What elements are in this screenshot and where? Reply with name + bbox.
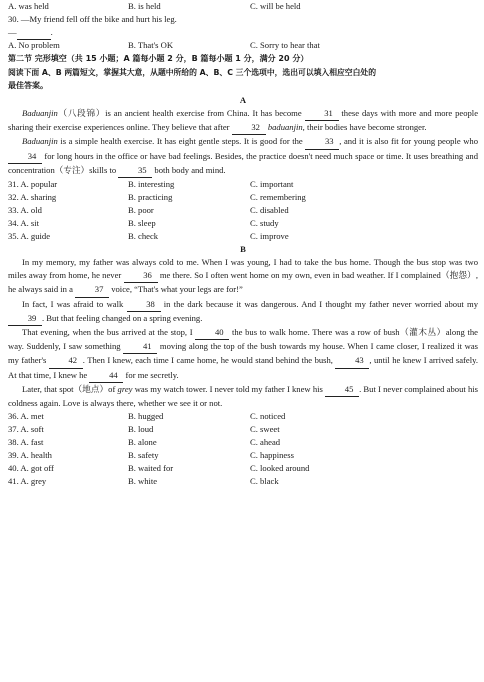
blank-32: 32 <box>232 121 266 135</box>
q30-answer-line: — . <box>8 26 478 39</box>
option-b: B. is held <box>128 1 161 11</box>
option-c: C. Sorry to hear that <box>250 40 320 51</box>
blank-44: 44 <box>89 369 123 383</box>
blank-41: 41 <box>123 340 157 354</box>
blank-37: 37 <box>75 283 109 297</box>
passage-a-paragraph-2: Baduanjin is a simple health exercise. It has eight gentle steps. It is good for the 33 , and it is also fit for young people who 34 for long hours in the office or have bad feelings. Besides, the practice doesn't need much space or time. It uses breathing and concentration（专注）skills to 35 both body and mind. <box>8 135 478 178</box>
blank-36: 36 <box>124 269 158 283</box>
option-row: 38. A. fast B. alone C. ahead <box>8 437 281 448</box>
section-title: 第二节 完形填空（共 15 小题；A 篇每小题 2 分，B 篇每小题 1 分，满分 20 分） <box>8 54 309 64</box>
blank-38: 38 <box>127 298 161 312</box>
q29-options <box>8 0 478 13</box>
passage-a-options <box>8 178 478 243</box>
option-row: 34. A. sit B. sleep C. study <box>8 217 279 228</box>
option-row: 39. A. health B. safety C. happiness <box>8 450 294 461</box>
option-a: A. was held <box>8 1 49 11</box>
option-row: 31. A. popular B. interesting C. important <box>8 178 294 189</box>
passage-a-paragraph-1: Baduanjin（八段锦）is an ancient health exercise from China. It has become 31 these days with more and more people sharing their exercise experiences online. They believe that after 32 baduanjin, their bodies have become stronger. <box>8 107 478 135</box>
passage-b-heading: B <box>240 243 246 254</box>
blank-35: 35 <box>118 164 152 178</box>
section-instruction-cont: 最佳答案。 <box>8 80 48 90</box>
blank-40: 40 <box>195 326 229 340</box>
blank-34: 34 <box>8 150 42 164</box>
passage-b-paragraph-2: In fact, I was afraid to walk 38 in the dark because it was dangerous. And I thought my father never worried about my 39 . But that feeling changed on a spring evening. <box>8 298 478 326</box>
option-row: 40. A. got off B. waited for C. looked around <box>8 463 310 474</box>
answer-blank <box>17 26 51 40</box>
section-instruction: 阅读下面 A、B 两篇短文，掌握其大意，从题中所给的 A、B、C 三个选项中，选出可以填入相应空白处的 <box>8 67 376 77</box>
option-row: 37. A. soft B. loud C. sweet <box>8 424 280 435</box>
option-row: 35. A. guide B. check C. improve <box>8 230 289 241</box>
option-row: 32. A. sharing B. practicing C. remembering <box>8 191 306 202</box>
passage-b-options <box>8 410 478 488</box>
blank-42: 42 <box>49 354 83 368</box>
passage-b-paragraph-4: Later, that spot（地点）of grey was my watch tower. I never told my father I knew his 45 . But I never complained about his coldness again. Love is always there, whether we see it or not. <box>8 383 478 408</box>
blank-45: 45 <box>325 383 359 397</box>
option-b: B. That's OK <box>128 40 174 51</box>
option-row: 41. A. grey B. white C. black <box>8 476 279 487</box>
blank-39: 39 <box>8 312 42 326</box>
passage-b-paragraph-3: That evening, when the bus arrived at the stop, I 40 the bus to walk home. There was a row of bush（灌木丛）along the way. Suddenly, I saw something 41 moving along the top of the bush towards my house. When I came closer, I realized it was my father's 42 . Then I knew, each time I came home, he would stand behind the bush, 43 , until he knew I arrived safely. At that time, I knew he 44 for me secretly. <box>8 326 478 383</box>
blank-33: 33 <box>305 135 339 149</box>
option-row: 33. A. old B. poor C. disabled <box>8 204 289 215</box>
blank-43: 43 <box>335 354 369 368</box>
passage-a-heading: A <box>239 94 247 105</box>
q30-options <box>8 39 478 52</box>
passage-b-paragraph-1: In my memory, my father was always cold to me. When I was young, I had to take the bus home. Though the bus stop was two miles away from home, he never 36 me there. So I often went home on my own, even in bad weather. If I complained（抱怨）, he always said in a 37 voice, “That's what your legs are for!” <box>8 256 478 298</box>
blank-31: 31 <box>305 107 339 121</box>
q30-stem: 30. —My friend fell off the bike and hurt his leg. <box>8 14 177 24</box>
option-row: 36. A. met B. hugged C. noticed <box>8 411 286 422</box>
option-c: C. will be held <box>250 1 301 11</box>
option-a: A. No problem <box>8 40 60 51</box>
